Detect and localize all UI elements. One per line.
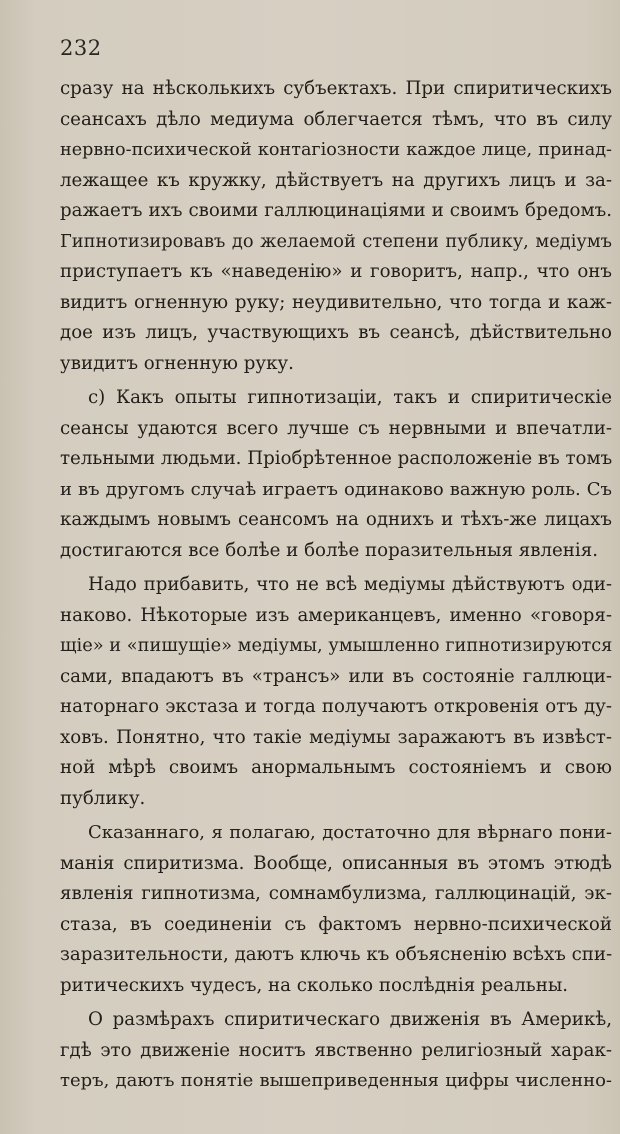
- text-line: сеансахъ дѣло медиума облегчается тѣмъ, что въ силу: [60, 108, 612, 130]
- text-line: Надо прибавить, что не всѣ медіумы дѣйствуютъ оди-: [88, 574, 612, 595]
- text-line: и въ другомъ случаѣ играетъ одинаково важную роль. Съ: [60, 478, 612, 500]
- text-line: достигаются все болѣе и болѣе поразительныя явленія.: [60, 539, 598, 561]
- text-line: сеансы удаются всего лучше съ нервными и впечатли-: [60, 417, 612, 439]
- text-line: приступаетъ къ «наведенію» и говоритъ, напр., что онъ: [60, 261, 612, 282]
- text-line: тельными людьми. Пріобрѣтенное расположеніе въ томъ: [60, 448, 612, 469]
- text-line: публику.: [60, 787, 146, 809]
- text-line: сами, впадаютъ въ «трансъ» или въ состояніе галлюци-: [60, 665, 612, 687]
- text-line: щіе» и «пишущіе» медіумы, умышленно гипнотизируются: [60, 635, 612, 656]
- text-line: ритическихъ чудесъ, на сколько послѣднія реальны.: [60, 974, 569, 996]
- text-line: заразительности, даютъ ключь къ объясненію всѣхъ спи-: [60, 944, 612, 965]
- text-line: ной мѣрѣ своимъ анормальнымъ состояніемъ и свою: [60, 757, 612, 778]
- text-line: Гипнотизировавъ до желаемой степени публику, медіумъ: [60, 230, 612, 252]
- text-line: лежащее къ кружку, дѣйствуетъ на другихъ лицъ и за-: [60, 169, 612, 191]
- text-line: О размѣрахъ спиритическаго движенія въ Америкѣ,: [88, 1009, 612, 1030]
- text-line: гдѣ это движеніе носитъ явственно религіозный харак-: [60, 1039, 612, 1061]
- text-line: с) Какъ опыты гипнотизаціи, такъ и спиритическіе: [88, 387, 612, 408]
- text-line: сразу на нѣсколькихъ субъектахъ. При спиритическихъ: [60, 78, 612, 99]
- page-number: 232: [60, 36, 102, 60]
- body-text: [60, 74, 612, 1097]
- text-line: стаза, въ соединеніи съ фактомъ нервно-психической: [60, 913, 612, 935]
- text-line: дое изъ лицъ, участвующихъ въ сеансѣ, дѣйствительно: [60, 322, 612, 343]
- paragraph: [60, 1005, 612, 1097]
- text-line: наторнаго экстаза и тогда получаютъ откровенія отъ ду-: [60, 696, 612, 717]
- text-line: теръ, даютъ понятіе вышеприведенныя цифры численно-: [60, 1070, 612, 1091]
- text-line: манія спиритизма. Вообще, описанныя въ этомъ этюдѣ: [60, 852, 612, 874]
- text-line: нервно-психической контагіозности каждое лице, принад-: [60, 140, 612, 160]
- text-line: Сказаннаго, я полагаю, достаточно для вѣрнаго пони-: [88, 822, 612, 843]
- text-line: каждымъ новымъ сеансомъ на однихъ и тѣхъ-же лицахъ: [60, 509, 612, 530]
- text-line: наково. Нѣкоторые изъ американцевъ, именно «говоря-: [60, 604, 612, 626]
- text-line: ражаетъ ихъ своими галлюцинаціями и своимъ бредомъ.: [60, 200, 612, 221]
- paragraph: [60, 74, 612, 379]
- text-line: видитъ огненную руку; неудивительно, что тогда и каж-: [60, 291, 612, 313]
- paragraph: [60, 383, 612, 566]
- text-line: ховъ. Понятно, что такіе медіумы заражаютъ въ извѣст-: [60, 726, 612, 748]
- text-line: увидитъ огненную руку.: [60, 352, 294, 374]
- paragraph: [60, 818, 612, 1001]
- text-line: явленія гипнотизма, сомнамбулизма, галлюцинацій, эк-: [60, 883, 612, 904]
- paragraph: [60, 570, 612, 814]
